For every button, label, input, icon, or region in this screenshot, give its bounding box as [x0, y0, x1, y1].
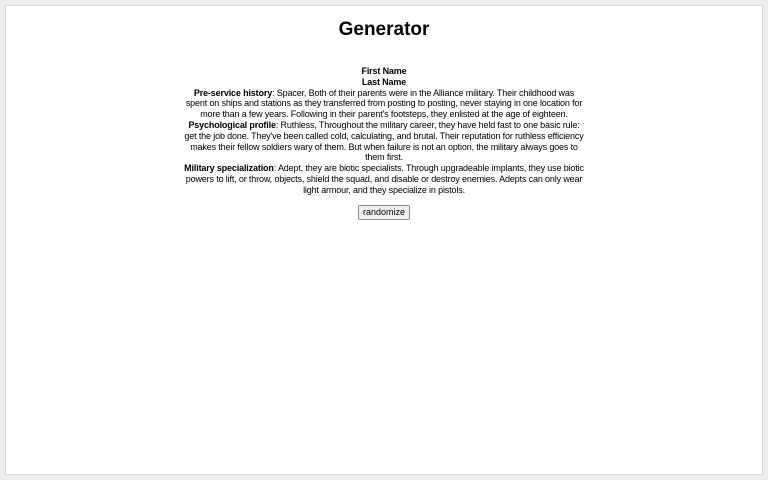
military-specialization-text: : Adept, they are biotic specialists. Through upgradeable implants, they use biotic powers to lift, or throw, objects, shield the squad, and disable or destroy enemies. Adepts can only wear light armour, and they specialize in pistols.: [185, 163, 584, 195]
preservice-history-label: Pre-service history: [193, 87, 273, 98]
psychological-profile: [183, 120, 585, 163]
last-name: Last Name: [361, 76, 407, 87]
preservice-history: [183, 88, 585, 120]
page-frame: [5, 5, 763, 475]
military-specialization-label: Military specialization: [184, 163, 274, 174]
randomize-button[interactable]: randomize: [358, 205, 410, 220]
psychological-profile-label: Psychological profile: [188, 119, 276, 130]
psychological-profile-text: : Ruthless, Throughout the military career, they have held fast to one basic rule: get the job done. They've been called cold, calculating, and brutal. Their reputation for ruthless efficiency makes their fellow soldiers wary of them. But when failure is not an option, the military always goes to them first.: [184, 119, 584, 163]
preservice-history-text: : Spacer, Both of their parents were in the Alliance military. Their childhood was spent on ships and stations as they transferred from posting to posting, never staying in one location for more than a few years. Following in their parent's footsteps, they enlisted at the age of eighteen.: [185, 87, 583, 120]
button-row: [6, 202, 762, 220]
military-specialization: [183, 163, 585, 195]
page-title: Generator: [338, 19, 430, 40]
character-profile: [183, 66, 585, 196]
first-name: First Name: [361, 66, 407, 76]
